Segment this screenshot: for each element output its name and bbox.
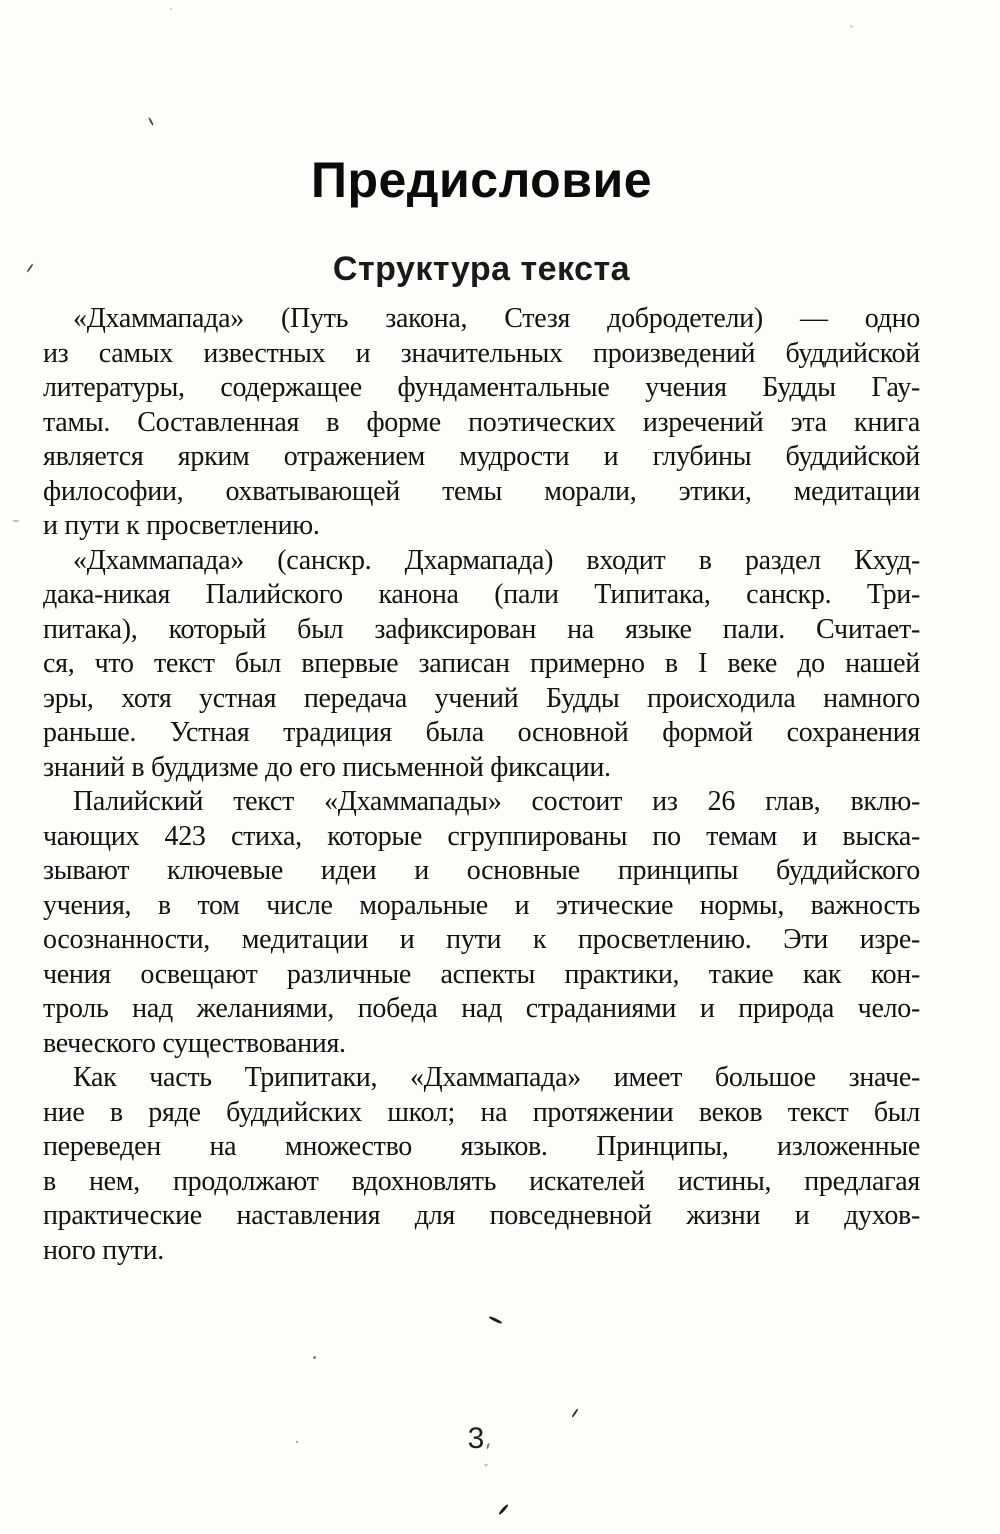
text-line: философии, охватывающей темы морали, этики, медитации xyxy=(43,475,920,507)
text-line: троль над желаниями, победа над страданиями и природа чело- xyxy=(43,993,920,1024)
text-line: литературы, содержащее фундаментальные учения Будды Гау- xyxy=(43,372,920,403)
text-line: питака), который был зафиксирован на языке пали. Считает- xyxy=(43,613,920,645)
scan-artifact xyxy=(571,1408,578,1417)
text-line: «Дхаммапада» (Путь закона, Стезя добродетели) — одно xyxy=(73,303,920,334)
scan-artifact xyxy=(26,263,33,272)
scan-artifact xyxy=(13,520,19,522)
body-paragraphs xyxy=(43,302,920,1268)
section-title: Структура текста xyxy=(332,250,631,289)
text-line: чающих 423 стиха, которые сгруппированы по темам и выска- xyxy=(43,820,920,852)
text-line: веческого существования. xyxy=(43,1027,346,1059)
text-line: раньше. Устная традиция была основной формой сохранения xyxy=(43,717,920,748)
paragraph xyxy=(43,302,920,544)
text-line: переведен на множество языков. Принципы, изложенные xyxy=(43,1131,920,1162)
paragraph xyxy=(43,544,920,786)
text-line: зывают ключевые идеи и основные принципы буддийского xyxy=(43,855,920,886)
page-number: 3 xyxy=(467,1422,485,1455)
text-line: ного пути. xyxy=(43,1234,164,1266)
scan-artifact xyxy=(498,1504,509,1516)
scan-artifact xyxy=(313,1356,316,1359)
text-line: ся, что текст был впервые записан примерно в I веке до нашей xyxy=(43,648,920,679)
scan-artifact xyxy=(148,117,154,126)
paragraph xyxy=(43,785,920,1061)
text-line: ние в ряде буддийских школ; на протяжении веков текст был xyxy=(43,1096,920,1128)
text-line: осознанности, медитации и пути к просветлению. Эти изре- xyxy=(43,924,920,955)
text-line: практические наставления для повседневной жизни и духов- xyxy=(43,1200,920,1231)
text-line: тамы. Составленная в форме поэтических изречений эта книга xyxy=(43,406,920,438)
text-line: Палийский текст «Дхаммапады» состоит из 26 глав, вклю- xyxy=(73,786,920,817)
page-title: Предисловие xyxy=(311,151,652,208)
scan-artifact xyxy=(170,8,172,10)
text-line: из самых известных и значительных произведений буддийской xyxy=(43,337,920,369)
text-line: эры, хотя устная передача учений Будды происходила намного xyxy=(43,682,920,714)
text-line: в нем, продолжают вдохновлять искателей истины, предлагая xyxy=(43,1165,920,1197)
text-line: учения, в том числе моральные и этические нормы, важность xyxy=(43,889,920,921)
scan-artifact xyxy=(484,1463,488,1466)
text-line: знаний в буддизме до его письменной фиксации. xyxy=(43,751,611,783)
text-line: дака-никая Палийского канона (пали Типитака, санскр. Три- xyxy=(43,579,920,610)
scan-artifact xyxy=(489,1316,503,1325)
text-line: «Дхаммапада» (санскр. Дхармапада) входит в раздел Кхуд- xyxy=(73,544,920,576)
text-line: и пути к просветлению. xyxy=(43,510,320,541)
text-line: Как часть Трипитаки, «Дхаммапада» имеет большое значе- xyxy=(73,1062,920,1093)
text-line: чения освещают различные аспекты практики, такие как кон- xyxy=(43,958,920,990)
paragraph xyxy=(43,1061,920,1268)
text-line: является ярким отражением мудрости и глубины буддийской xyxy=(43,441,920,472)
scan-artifact xyxy=(850,25,853,28)
